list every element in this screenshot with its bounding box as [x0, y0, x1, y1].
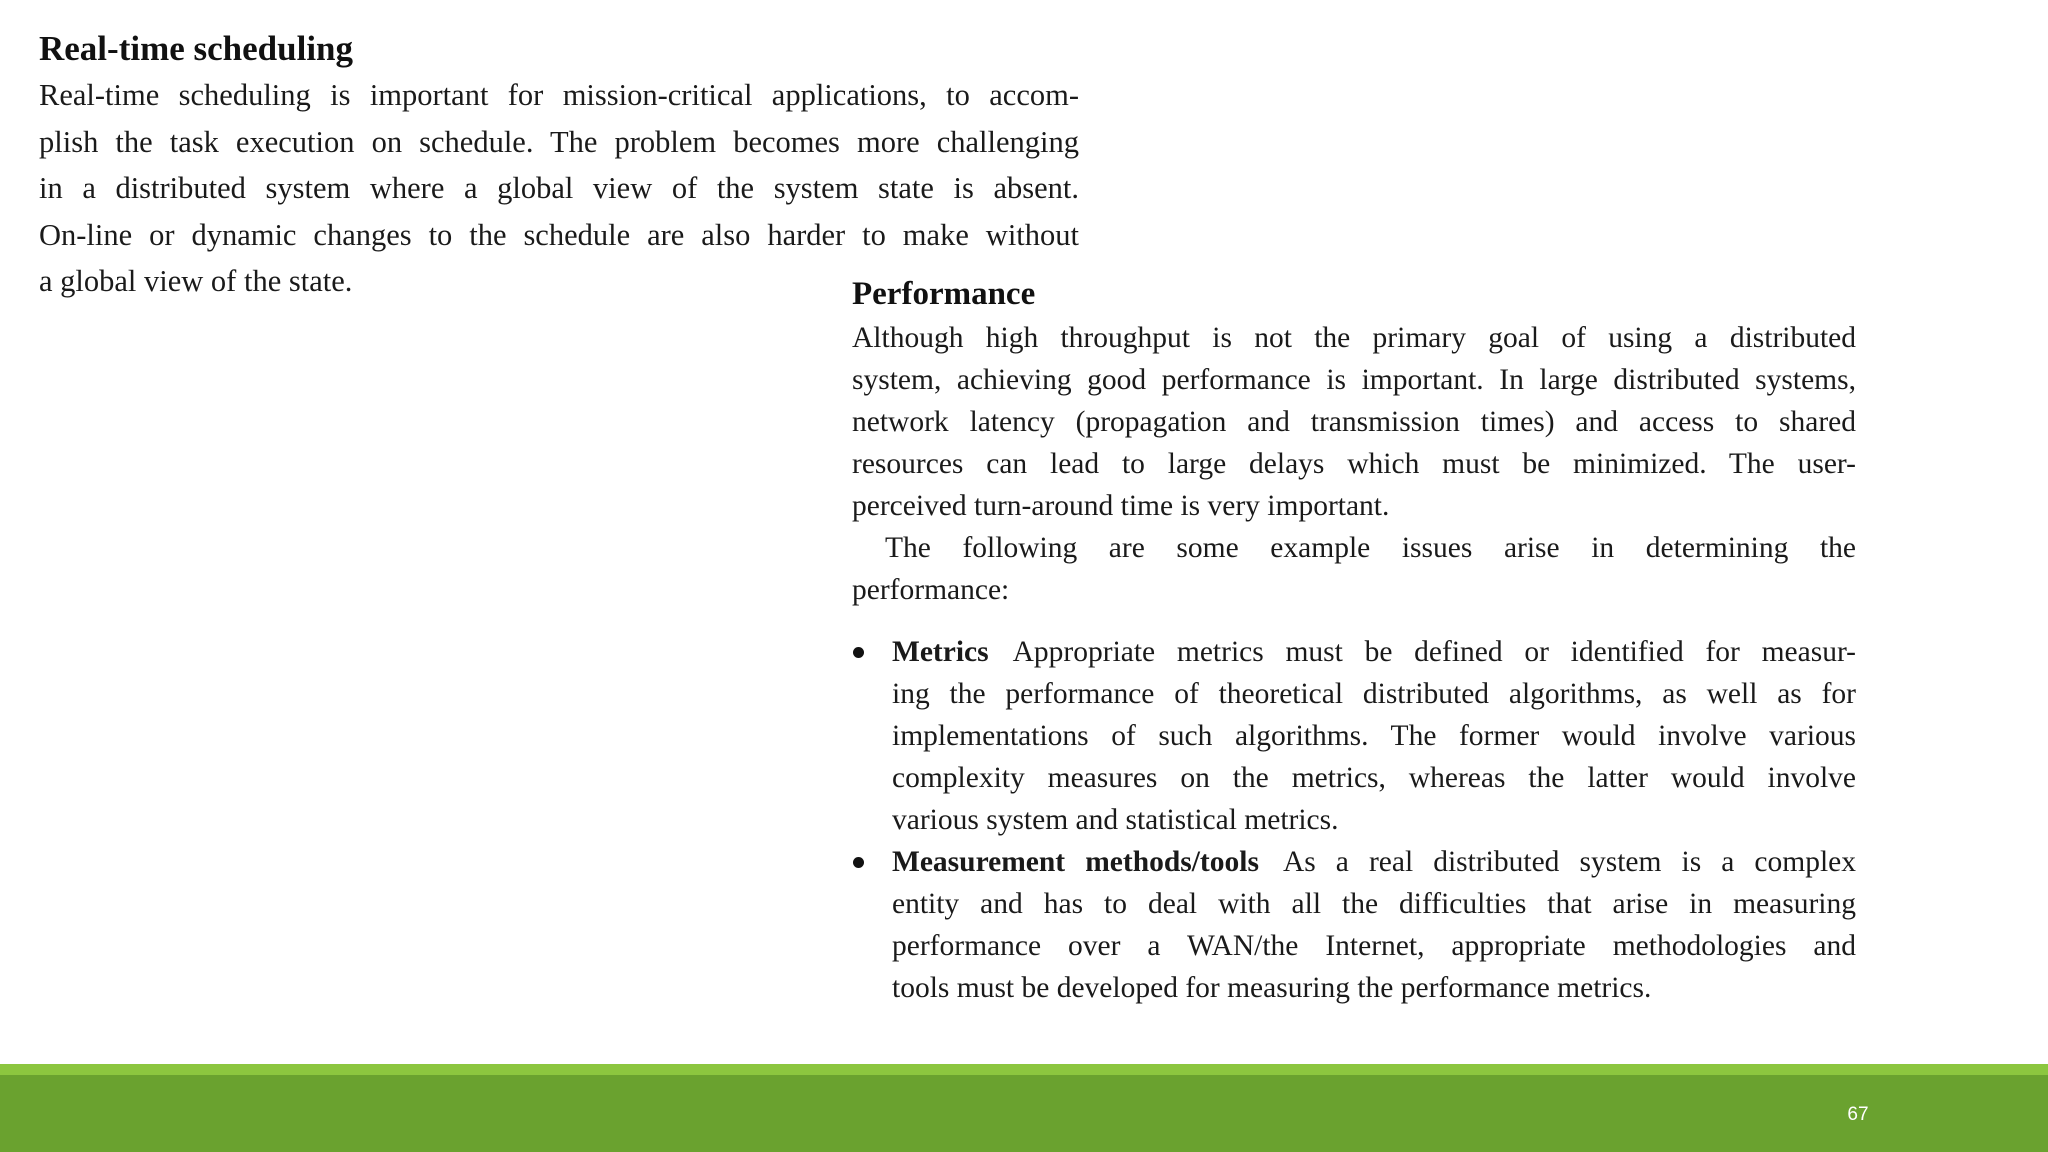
paragraph-line: in a distributed system where a global view of the system state is absent.	[39, 171, 1079, 205]
paragraph-line: Although high throughput is not the primary goal of using a distributed	[852, 322, 1856, 354]
realtime-scheduling-paragraph	[39, 72, 1079, 305]
bullet-first-line-text: Appropriate metrics must be defined or identified for measur-	[1012, 636, 1856, 668]
performance-heading: Performance	[852, 276, 1036, 312]
footer-band	[0, 1075, 2048, 1152]
performance-issues-list	[852, 631, 1856, 1009]
bullet-text	[892, 631, 1856, 841]
performance-section	[852, 271, 1856, 1009]
paragraph-line: The following are some example issues arise in determining the	[885, 532, 1856, 564]
paragraph-line: network latency (propagation and transmission times) and access to shared	[852, 406, 1856, 438]
bullet-text	[892, 841, 1856, 1009]
page-number: 67	[1847, 1104, 1869, 1125]
bullet-line: ing the performance of theoretical distributed algorithms, as well as for	[892, 678, 1856, 710]
bullet-first-line	[892, 841, 1856, 883]
paragraph-line: resources can lead to large delays which must be minimized. The user-	[852, 448, 1856, 480]
bullet-line: performance over a WAN/the Internet, appropriate methodologies and	[892, 930, 1856, 962]
paragraph-line: On-line or dynamic changes to the schedule are also harder to make without	[39, 217, 1079, 252]
bullet-first-line-text: As a real distributed system is a complex	[1282, 846, 1857, 878]
list-item	[852, 631, 1856, 841]
bullet-term: Metrics	[892, 636, 989, 668]
paragraph-line: perceived turn-around time is very important.	[852, 490, 1390, 522]
bullet-term: Measurement methods/tools	[892, 846, 1259, 878]
paragraph-line: a global view of the state.	[39, 264, 353, 298]
realtime-scheduling-heading: Real-time scheduling	[39, 29, 354, 68]
paragraph-line: performance:	[852, 574, 1010, 606]
paragraph-line: Real-time scheduling is important for mission-critical applications, to accom-	[39, 78, 1079, 112]
paragraph-line: plish the task execution on schedule. The problem becomes more challenging	[39, 124, 1079, 159]
bullet-line: entity and has to deal with all the difficulties that arise in measuring	[892, 888, 1856, 920]
bullet-first-line	[892, 631, 1856, 673]
bullet-line: complexity measures on the metrics, whereas the latter would involve	[892, 762, 1856, 794]
bullet-line: implementations of such algorithms. The former would involve various	[892, 720, 1856, 752]
bullet-line: tools must be developed for measuring the performance metrics.	[892, 972, 1652, 1004]
bullet-line: various system and statistical metrics.	[892, 804, 1339, 836]
bullet-icon	[853, 857, 864, 868]
realtime-scheduling-section	[39, 26, 1079, 305]
bullet-icon	[853, 647, 864, 658]
list-item	[852, 841, 1856, 1009]
footer-stripe	[0, 1064, 2048, 1075]
paragraph-line: system, achieving good performance is important. In large distributed systems,	[852, 364, 1856, 396]
performance-paragraph	[852, 317, 1856, 611]
